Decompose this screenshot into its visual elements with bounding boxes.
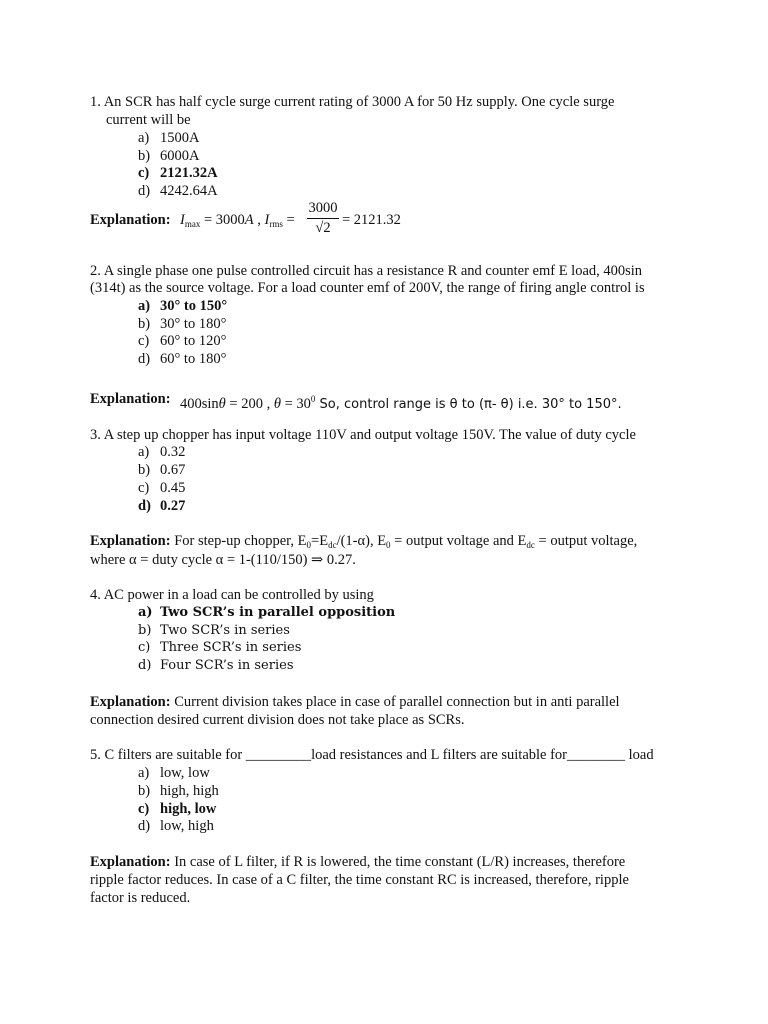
q5-option-a: a) low, low xyxy=(138,765,210,781)
q5-explanation-cont: ripple factor reduces. In case of a C filter, the time constant RC is increased, therefore, ripple xyxy=(90,872,629,888)
question-1-text-cont: current will be xyxy=(106,112,191,128)
q3-option-d-correct: d) 0.27 xyxy=(138,498,186,514)
q2-option-a-correct: a) 30° to 150° xyxy=(138,298,228,314)
q2-explanation-label: Explanation: xyxy=(90,391,171,407)
q4-option-c: c) Three SCR’s in series xyxy=(138,640,302,655)
q5-option-b: b) high, high xyxy=(138,783,219,799)
question-5-text: 5. C filters are suitable for _________load resistances and L filters are suitable for________ load xyxy=(90,747,654,763)
q2-option-d: d) 60° to 180° xyxy=(138,351,227,367)
q2-option-c: c) 60° to 120° xyxy=(138,333,227,349)
q4-explanation: Explanation: Current division takes place in case of parallel connection but in anti parallel xyxy=(90,694,620,710)
q1-fraction-denominator: √2 xyxy=(315,220,331,236)
q3-option-a: a) 0.32 xyxy=(138,444,186,460)
q5-option-d: d) low, high xyxy=(138,818,214,834)
q1-fraction-bar xyxy=(307,218,339,219)
q4-option-d: d) Four SCR’s in series xyxy=(138,658,294,673)
q3-explanation-cont: where α = duty cycle α = 1-(110/150) ⇒ 0.27. xyxy=(90,552,356,568)
q1-option-b: b) 6000A xyxy=(138,148,200,164)
q4-explanation-cont: connection desired current division does not take place as SCRs. xyxy=(90,712,465,728)
question-2-text-cont: (314t) as the source voltage. For a load counter emf of 200V, the range of firing angle control is xyxy=(90,280,645,296)
q1-explanation-label: Explanation: xyxy=(90,212,171,228)
q5-explanation-cont2: factor is reduced. xyxy=(90,890,191,906)
q5-option-c-correct: c) high, low xyxy=(138,801,217,817)
q1-option-c-correct: c) 2121.32A xyxy=(138,165,218,181)
q1-option-a: a) 1500A xyxy=(138,130,200,146)
question-3-text: 3. A step up chopper has input voltage 110V and output voltage 150V. The value of duty cycle xyxy=(90,427,636,443)
q1-option-d: d) 4242.64A xyxy=(138,183,218,199)
q2-option-b: b) 30° to 180° xyxy=(138,316,227,332)
question-2-text: 2. A single phase one pulse controlled circuit has a resistance R and counter emf E load, 400sin xyxy=(90,263,643,279)
q1-fraction-numerator: 3000 xyxy=(308,200,338,216)
q4-option-a-correct: a) Two SCR’s in parallel opposition xyxy=(138,605,396,620)
q1-explanation-imax: $I_{max} = 3000A$ , $I_{rms}$ = xyxy=(180,212,295,229)
q3-option-b: b) 0.67 xyxy=(138,462,186,478)
q3-explanation: Explanation: For step-up chopper, $E_0=E_{dc}/(1-\alpha)$, $E_0$ = output voltage and $E_{dc}$ = output voltage, xyxy=(90,533,638,550)
q2-explanation-text: 400sinθ = 200 , $\theta = 30^0$ So, control range is θ to (π- θ) i.e. 30° to 150°. xyxy=(180,394,622,412)
q4-option-b: b) Two SCR’s in series xyxy=(138,623,290,638)
question-1-text: 1. An SCR has half cycle surge current rating of 3000 A for 50 Hz supply. One cycle surge xyxy=(90,94,615,110)
q1-explanation-result: = 2121.32 xyxy=(342,212,401,228)
question-4-text: 4. AC power in a load can be controlled by using xyxy=(90,587,374,603)
q5-explanation: Explanation: In case of L filter, if R is lowered, the time constant (L/R) increases, therefore xyxy=(90,854,626,870)
q3-option-c: c) 0.45 xyxy=(138,480,186,496)
